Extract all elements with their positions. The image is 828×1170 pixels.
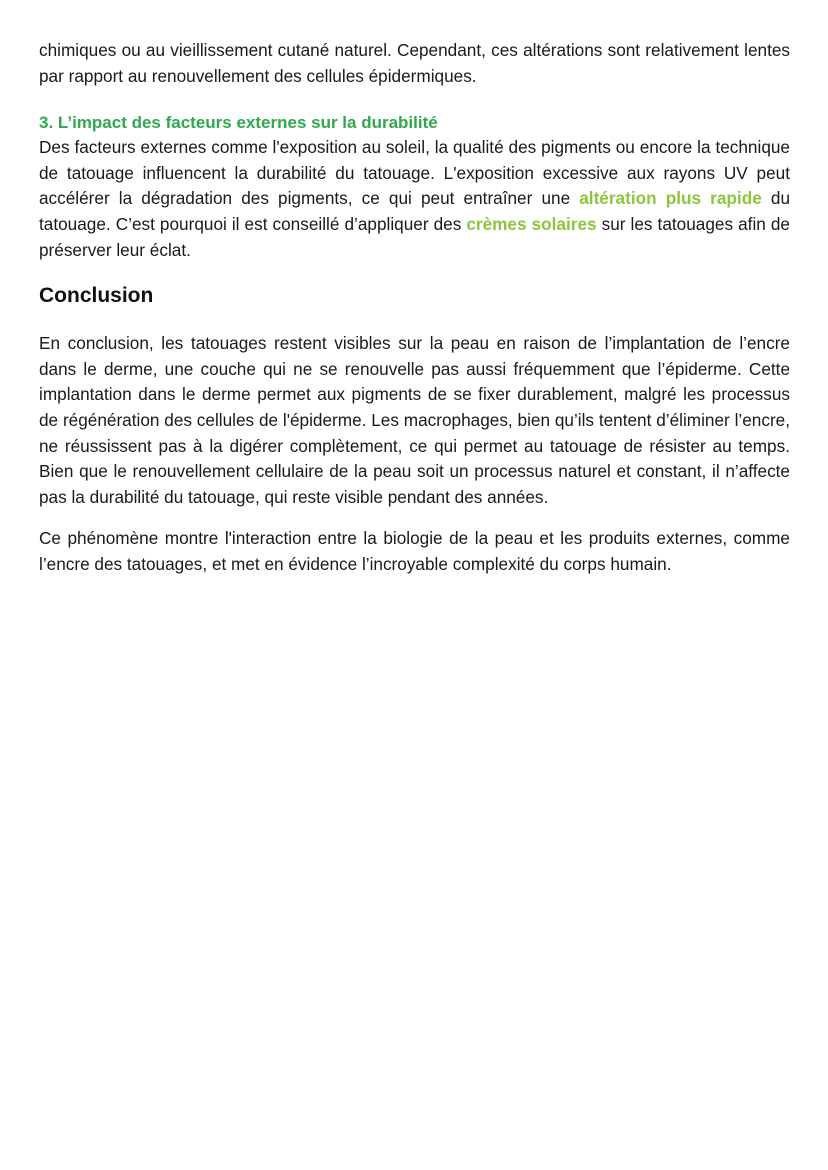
- section-3-text-part-2: du tatouage. C’est pourquoi il est conseillé d’appliquer des: [39, 188, 790, 234]
- section-3-paragraph: [39, 135, 790, 263]
- conclusion-heading: Conclusion: [39, 284, 154, 308]
- intro-paragraph: chimiques ou au vieillissement cutané naturel. Cependant, ces altérations sont relativement lentes par rapport au renouvellement des cellules épidermiques.: [39, 40, 790, 86]
- section-3-text-part-1: Des facteurs externes comme l'exposition au soleil, la qualité des pigments ou encore la technique de tatouage influencent la durabilité du tatouage. L'exposition excessive aux rayons UV peut accélérer la dégradation des pigments, ce qui peut entraîner une: [39, 137, 790, 209]
- section-3-text-part-3: sur les tatouages afin de préserver leur éclat.: [39, 213, 790, 260]
- conclusion-paragraph-2: Ce phénomène montre l'interaction entre la biologie de la peau et les produits externes, comme l’encre des tatouages, et met en évidence l’incroyable complexité du corps humain.: [39, 528, 790, 574]
- conclusion-paragraph-1: En conclusion, les tatouages restent visibles sur la peau en raison de l’implantation de l’encre dans le derme, une couche qui ne se renouvelle pas aussi fréquemment que l’épiderme. Cette implantation dans le derme permet aux pigments de se fixer durablement, malgré les processus de régénération des cellules de l'épiderme. Les macrophages, bien qu’ils tentent d’éliminer l’encre, ne réussissent pas à la digérer complètement, ce qui permet au tatouage de résister au temps. Bien que le renouvellement cellulaire de la peau soit un processus naturel et constant, il n’affecte pas la durabilité du tatouage, qui reste visible pendant des années.: [39, 333, 790, 507]
- highlight-alteration-plus-rapide: altération plus rapide: [579, 188, 762, 209]
- document-page: [39, 38, 790, 578]
- highlight-cremes-solaires: crèmes solaires: [466, 213, 597, 234]
- section-3-heading: 3. L’impact des facteurs externes sur la durabilité: [39, 113, 438, 133]
